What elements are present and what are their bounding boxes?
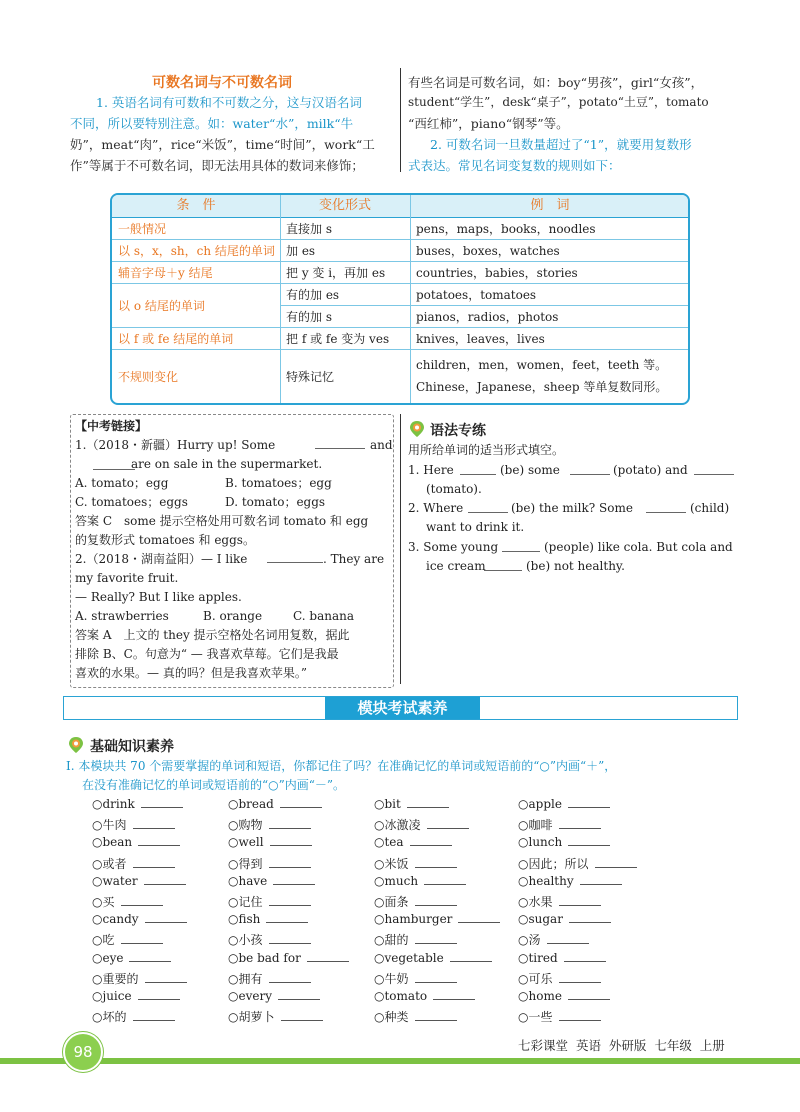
vocab-label: eye <box>102 950 124 965</box>
answer-blank[interactable] <box>468 512 508 513</box>
vocab-item <box>92 797 183 811</box>
answer-blank[interactable] <box>502 551 540 552</box>
check-circle[interactable]: ○ <box>518 873 529 888</box>
vocab-item <box>228 951 349 965</box>
check-circle[interactable]: ○ <box>518 818 529 833</box>
check-circle[interactable]: ○ <box>92 835 103 850</box>
answer-blank[interactable] <box>424 874 466 885</box>
para-line: 2. 可数名词一旦数量超过了“1”，就要用复数形 <box>430 137 692 152</box>
check-circle[interactable]: ○ <box>518 1010 529 1025</box>
vocab-item <box>228 816 311 833</box>
answer-blank[interactable] <box>280 797 322 808</box>
answer-blank[interactable] <box>269 818 311 829</box>
vocab-label: home <box>528 989 562 1003</box>
check-circle[interactable]: ○ <box>374 835 385 850</box>
vocab-item <box>374 874 466 888</box>
question-text: — Really? But I like apples. <box>75 590 242 604</box>
vocab-item <box>228 912 308 926</box>
page-number: 98 <box>63 1032 103 1072</box>
answer-blank[interactable] <box>267 562 323 563</box>
vocab-item <box>518 931 589 948</box>
option-text: A. strawberries <box>75 609 169 623</box>
vocab-item <box>374 855 457 872</box>
answer-blank[interactable] <box>315 448 365 449</box>
vocab-item <box>518 1008 601 1025</box>
vocab-label: 汤 <box>528 933 541 948</box>
check-circle[interactable]: ○ <box>374 895 385 909</box>
table-cell: 不规则变化 <box>118 370 179 384</box>
vocab-item <box>518 970 601 987</box>
table-cell: 一般情况 <box>118 222 167 236</box>
vocab-label: hamburger <box>384 912 453 927</box>
vocab-label: 米饭 <box>384 856 409 871</box>
check-circle[interactable]: ○ <box>92 895 103 909</box>
answer-blank[interactable] <box>129 951 171 962</box>
answer-blank[interactable] <box>145 912 187 923</box>
answer-blank[interactable] <box>559 1010 601 1021</box>
table-cell: 辅音字母＋y 结尾 <box>118 266 213 280</box>
question-text: 1.（2018・新疆）Hurry up! Some <box>75 438 276 452</box>
option-text: A. tomato；egg <box>75 476 169 490</box>
vocab-item <box>374 1008 457 1025</box>
vocab-item <box>92 835 180 849</box>
table-header: 条 件 <box>112 195 280 218</box>
option-text: C. banana <box>293 609 354 623</box>
check-circle[interactable]: ○ <box>518 895 529 909</box>
vocab-label: vegetable <box>384 950 444 965</box>
vocab-item <box>374 835 452 849</box>
vocab-label: bread <box>238 797 274 811</box>
check-circle[interactable]: ○ <box>374 818 385 833</box>
check-circle[interactable]: ○ <box>92 873 103 888</box>
footer-bar <box>0 1058 800 1064</box>
answer-blank[interactable] <box>484 570 522 571</box>
answer-blank[interactable] <box>415 1010 457 1021</box>
vocab-label: lunch <box>528 835 563 850</box>
vocab-label: 得到 <box>238 856 263 871</box>
vocab-item <box>92 893 163 910</box>
answer-blank[interactable] <box>266 912 308 923</box>
check-circle[interactable]: ○ <box>518 933 529 948</box>
check-circle[interactable]: ○ <box>228 933 239 948</box>
vocab-item <box>92 816 175 833</box>
question-text: my favorite fruit. <box>75 571 179 585</box>
vocab-label: 甜的 <box>384 933 409 948</box>
vocab-label: tea <box>384 835 404 850</box>
answer-blank[interactable] <box>138 989 180 1000</box>
check-circle[interactable]: ○ <box>228 989 239 1003</box>
question-text: 2.（2018・湖南益阳）— I like <box>75 552 248 566</box>
vocab-label: 因此；所以 <box>528 856 589 871</box>
answer-blank[interactable] <box>427 818 469 829</box>
answer-text: 喜欢的水果。— 真的吗？但是我喜欢苹果。” <box>75 666 307 680</box>
vocab-label: be bad for <box>238 950 301 965</box>
check-circle[interactable]: ○ <box>374 856 385 871</box>
answer-blank[interactable] <box>433 989 475 1000</box>
vocab-label: 坏的 <box>102 1010 127 1025</box>
question-text: (be) the milk? Some <box>511 501 633 515</box>
answer-blank[interactable] <box>273 874 315 885</box>
vocab-item <box>374 797 449 811</box>
answer-blank[interactable] <box>415 933 457 944</box>
vocab-label: 牛肉 <box>102 818 127 833</box>
question-text: 3. Some young <box>408 540 499 554</box>
answer-blank[interactable] <box>460 474 496 475</box>
check-circle[interactable]: ○ <box>228 797 239 811</box>
question-text: 2. Where <box>408 501 464 515</box>
vocab-label: 吃 <box>102 933 115 948</box>
para-line: 奶”，meat“肉”，rice“米饭”，time“时间”，work“工 <box>70 137 375 152</box>
answer-blank[interactable] <box>133 1010 175 1021</box>
answer-blank[interactable] <box>694 474 734 475</box>
vocab-label: water <box>102 873 138 888</box>
table-cell: 以 o 结尾的单词 <box>118 299 205 313</box>
answer-blank[interactable] <box>133 857 175 868</box>
section-title: 可数名词与不可数名词 <box>152 75 292 91</box>
vocab-item <box>518 816 601 833</box>
vocab-label: tomato <box>384 989 428 1003</box>
check-circle[interactable]: ○ <box>374 912 385 927</box>
table-header: 例 词 <box>410 195 690 218</box>
answer-blank[interactable] <box>121 895 163 906</box>
vocab-label: tired <box>528 950 558 965</box>
vocab-item <box>228 874 315 888</box>
answer-text: 答案 C some 提示空格处用可数名词 tomato 和 egg <box>75 514 369 528</box>
answer-blank[interactable] <box>569 912 611 923</box>
check-circle[interactable]: ○ <box>92 971 103 986</box>
vocab-item <box>374 951 492 965</box>
table-cell: 有的加 es <box>286 288 340 302</box>
para-line: 有些名词是可数名词，如：boy“男孩”，girl“女孩”， <box>408 75 704 90</box>
plural-rules-table <box>110 193 690 405</box>
vocab-label: 或者 <box>102 856 127 871</box>
answer-blank[interactable] <box>269 895 311 906</box>
answer-blank[interactable] <box>415 895 457 906</box>
check-circle[interactable]: ○ <box>228 856 239 871</box>
option-text: B. orange <box>203 609 263 623</box>
vocab-item <box>518 951 606 965</box>
check-circle[interactable]: ○ <box>92 950 103 965</box>
answer-blank[interactable] <box>595 857 637 868</box>
check-circle[interactable]: ○ <box>374 1010 385 1025</box>
check-circle[interactable]: ○ <box>374 971 385 986</box>
check-circle[interactable]: ○ <box>374 989 385 1003</box>
vocab-label: 种类 <box>384 1010 409 1025</box>
check-circle[interactable]: ○ <box>518 912 529 927</box>
answer-blank[interactable] <box>269 933 311 944</box>
answer-blank[interactable] <box>559 895 601 906</box>
check-circle[interactable]: ○ <box>374 950 385 965</box>
location-pin-icon <box>408 420 426 438</box>
check-circle[interactable]: ○ <box>92 797 103 811</box>
vocab-label: 胡萝卜 <box>238 1010 275 1025</box>
vocab-label: juice <box>102 989 132 1003</box>
vocab-label: candy <box>102 912 139 927</box>
vocab-label: sugar <box>528 912 563 927</box>
question-text: (people) like cola. But cola and <box>544 540 733 554</box>
question-text: and <box>370 438 393 452</box>
check-circle[interactable]: ○ <box>518 835 529 850</box>
vocab-label: 牛奶 <box>384 971 409 986</box>
vocab-item <box>228 855 311 872</box>
check-circle[interactable]: ○ <box>228 912 239 927</box>
answer-blank[interactable] <box>564 951 606 962</box>
table-cell: pianos，radios，photos <box>416 310 559 324</box>
vocab-item <box>228 931 311 948</box>
vocab-item <box>518 855 637 872</box>
check-circle[interactable]: ○ <box>92 912 103 927</box>
vocab-item <box>92 1008 175 1025</box>
vocab-label: 可乐 <box>528 971 553 986</box>
vocab-item <box>518 874 622 888</box>
vocab-item <box>92 989 180 1003</box>
vocab-item <box>374 912 500 926</box>
answer-blank[interactable] <box>278 989 320 1000</box>
check-circle[interactable]: ○ <box>518 971 529 986</box>
vocab-item <box>374 970 457 987</box>
vocab-item <box>92 970 187 987</box>
para-line: student“学生”，desk“桌子”，potato“土豆”，tomato <box>408 95 709 109</box>
vocab-item <box>92 874 186 888</box>
vocab-item <box>228 797 322 811</box>
vocab-item <box>228 893 311 910</box>
vocab-item <box>92 855 175 872</box>
vocab-label: 拥有 <box>238 971 263 986</box>
answer-blank[interactable] <box>269 857 311 868</box>
vocab-label: bit <box>384 797 401 811</box>
column-divider <box>400 68 401 172</box>
answer-blank[interactable] <box>547 933 589 944</box>
instruction-line: 在没有准确记忆的单词或短语前的“○”内画“－”。 <box>82 778 346 792</box>
answer-blank[interactable] <box>133 818 175 829</box>
check-circle[interactable]: ○ <box>228 835 239 850</box>
vocab-label: 购物 <box>238 818 263 833</box>
table-cell: countries，babies，stories <box>416 266 578 280</box>
option-text: C. tomatoes；eggs <box>75 495 188 509</box>
table-cell: 特殊记忆 <box>286 370 335 384</box>
vocab-item <box>374 989 475 1003</box>
vocab-item <box>92 931 163 948</box>
question-text: are on sale in the supermarket. <box>131 457 323 471</box>
vocab-item <box>518 912 611 926</box>
box-title: 【中考链接】 <box>75 419 148 433</box>
vocab-label: bean <box>102 835 133 850</box>
answer-blank[interactable] <box>415 972 457 983</box>
vocab-item <box>228 970 311 987</box>
answer-blank[interactable] <box>568 797 610 808</box>
check-circle[interactable]: ○ <box>518 989 529 1003</box>
answer-blank[interactable] <box>568 989 610 1000</box>
check-circle[interactable]: ○ <box>228 1010 239 1025</box>
vocab-label: much <box>384 873 419 888</box>
vocab-item <box>518 989 610 1003</box>
question-text: want to drink it. <box>426 520 525 534</box>
vocab-item <box>374 931 457 948</box>
table-cell: 以 f 或 fe 结尾的单词 <box>118 332 234 346</box>
question-text: (be) not healthy. <box>526 559 625 573</box>
answer-text: 排除 B、C。句意为“ — 我喜欢草莓。它们是我最 <box>75 647 339 661</box>
vocab-item <box>518 835 610 849</box>
para-line: “西红柿”，piano“钢琴”等。 <box>408 116 569 131</box>
answer-text: 答案 A 上文的 they 提示空格处名词用复数，据此 <box>75 628 350 642</box>
para-line: 式表达。常见名词变复数的规则如下： <box>408 158 621 173</box>
table-cell: 直接加 s <box>286 222 332 236</box>
check-circle[interactable]: ○ <box>374 797 385 811</box>
answer-blank[interactable] <box>144 874 186 885</box>
vocab-item <box>228 989 320 1003</box>
vocab-label: well <box>238 835 264 850</box>
question-text: . They are <box>323 552 385 566</box>
table-cell: 以 s，x，sh，ch 结尾的单词 <box>118 244 275 258</box>
vocab-label: 咖啡 <box>528 818 553 833</box>
question-text: (be) some <box>500 463 560 477</box>
check-circle[interactable]: ○ <box>92 818 103 833</box>
answer-blank[interactable] <box>450 951 492 962</box>
section-heading: 基础知识素养 <box>90 739 174 755</box>
check-circle[interactable]: ○ <box>228 873 239 888</box>
vocab-item <box>374 816 469 833</box>
para-line: 不同，所以要特别注意。如：water“水”，milk“牛 <box>70 116 354 131</box>
answer-blank[interactable] <box>646 512 686 513</box>
grammar-instruction: 用所给单词的适当形式填空。 <box>408 443 565 457</box>
question-text: (child) <box>690 501 730 515</box>
question-text: (potato) and <box>613 463 688 477</box>
answer-blank[interactable] <box>93 455 135 470</box>
vocab-item <box>92 912 187 926</box>
check-circle[interactable]: ○ <box>92 856 103 871</box>
table-cell: potatoes，tomatoes <box>416 288 537 302</box>
answer-blank[interactable] <box>559 818 601 829</box>
vocab-label: 记住 <box>238 895 263 909</box>
table-cell: Chinese，Japanese，sheep 等单复数同形。 <box>416 379 668 394</box>
answer-blank[interactable] <box>307 951 349 962</box>
vocab-item <box>374 893 457 910</box>
table-cell: 把 y 变 i，再加 es <box>286 266 386 280</box>
check-circle[interactable]: ○ <box>228 971 239 986</box>
check-circle[interactable]: ○ <box>92 989 103 1003</box>
vocab-item <box>518 797 610 811</box>
option-text: D. tomato；eggs <box>225 495 326 509</box>
answer-blank[interactable] <box>580 874 622 885</box>
vocab-label: 一些 <box>528 1010 553 1025</box>
vocab-item <box>518 893 601 910</box>
check-circle[interactable]: ○ <box>374 873 385 888</box>
check-circle[interactable]: ○ <box>374 933 385 948</box>
vocab-label: 重要的 <box>102 971 139 986</box>
answer-blank[interactable] <box>568 835 610 846</box>
answer-blank[interactable] <box>415 857 457 868</box>
question-text: (tomato). <box>426 482 482 496</box>
vocab-label: have <box>238 873 268 888</box>
option-text: B. tomatoes；egg <box>225 476 332 490</box>
vocab-label: 买 <box>102 895 115 909</box>
grammar-title: 语法专练 <box>430 423 486 439</box>
exam-link-box <box>70 414 394 688</box>
vocab-label: 水果 <box>528 895 553 909</box>
answer-text: 的复数形式 tomatoes 和 eggs。 <box>75 533 255 547</box>
instruction-line: Ⅰ. 本模块共 70 个需要掌握的单词和短语，你都记住了吗？在准确记忆的单词或短语前的“○”内画“＋”， <box>66 759 617 773</box>
check-circle[interactable]: ○ <box>228 950 239 965</box>
answer-blank[interactable] <box>570 474 610 475</box>
module-title: 模块考试素养 <box>325 697 480 719</box>
answer-blank[interactable] <box>407 797 449 808</box>
check-circle[interactable]: ○ <box>518 797 529 811</box>
check-circle[interactable]: ○ <box>228 895 239 909</box>
column-divider <box>400 414 401 684</box>
question-text: ice cream <box>426 559 486 573</box>
answer-blank[interactable] <box>138 835 180 846</box>
table-cell: 把 f 或 fe 变为 ves <box>286 332 390 346</box>
table-cell: pens，maps，books，noodles <box>416 222 596 236</box>
vocab-item <box>92 951 171 965</box>
answer-blank[interactable] <box>559 972 601 983</box>
answer-blank[interactable] <box>270 835 312 846</box>
book-title: 七彩课堂 英语 外研版 七年级 上册 <box>518 1038 725 1053</box>
vocab-item <box>228 1008 323 1025</box>
vocab-label: 小孩 <box>238 933 263 948</box>
answer-blank[interactable] <box>269 972 311 983</box>
answer-blank[interactable] <box>141 797 183 808</box>
check-circle[interactable]: ○ <box>92 1010 103 1025</box>
check-circle[interactable]: ○ <box>92 933 103 948</box>
check-circle[interactable]: ○ <box>518 856 529 871</box>
answer-blank[interactable] <box>145 972 187 983</box>
location-pin-icon <box>67 736 85 754</box>
table-cell: children，men，women，feet，teeth 等。 <box>416 357 668 372</box>
table-header: 变化形式 <box>280 195 410 218</box>
answer-blank[interactable] <box>281 1010 323 1021</box>
check-circle[interactable]: ○ <box>518 950 529 965</box>
answer-blank[interactable] <box>121 933 163 944</box>
para-line: 1. 英语名词有可数和不可数之分，这与汉语名词 <box>96 95 362 110</box>
para-line: 作”等属于不可数名词，即无法用具体的数词来修饰； <box>70 158 364 173</box>
check-circle[interactable]: ○ <box>228 818 239 833</box>
vocab-label: 面条 <box>384 895 409 909</box>
table-cell: 加 es <box>286 244 316 258</box>
vocab-label: 冰激凌 <box>384 818 421 833</box>
table-cell: knives，leaves，lives <box>416 332 545 346</box>
answer-blank[interactable] <box>458 912 500 923</box>
vocab-label: fish <box>238 912 261 927</box>
answer-blank[interactable] <box>410 835 452 846</box>
vocab-label: drink <box>102 797 135 811</box>
vocab-label: every <box>238 989 272 1003</box>
vocab-label: healthy <box>528 873 574 888</box>
vocab-item <box>228 835 312 849</box>
table-cell: buses，boxes，watches <box>416 244 560 258</box>
vocab-label: apple <box>528 797 562 811</box>
question-text: 1. Here <box>408 463 454 477</box>
table-cell: 有的加 s <box>286 310 332 324</box>
